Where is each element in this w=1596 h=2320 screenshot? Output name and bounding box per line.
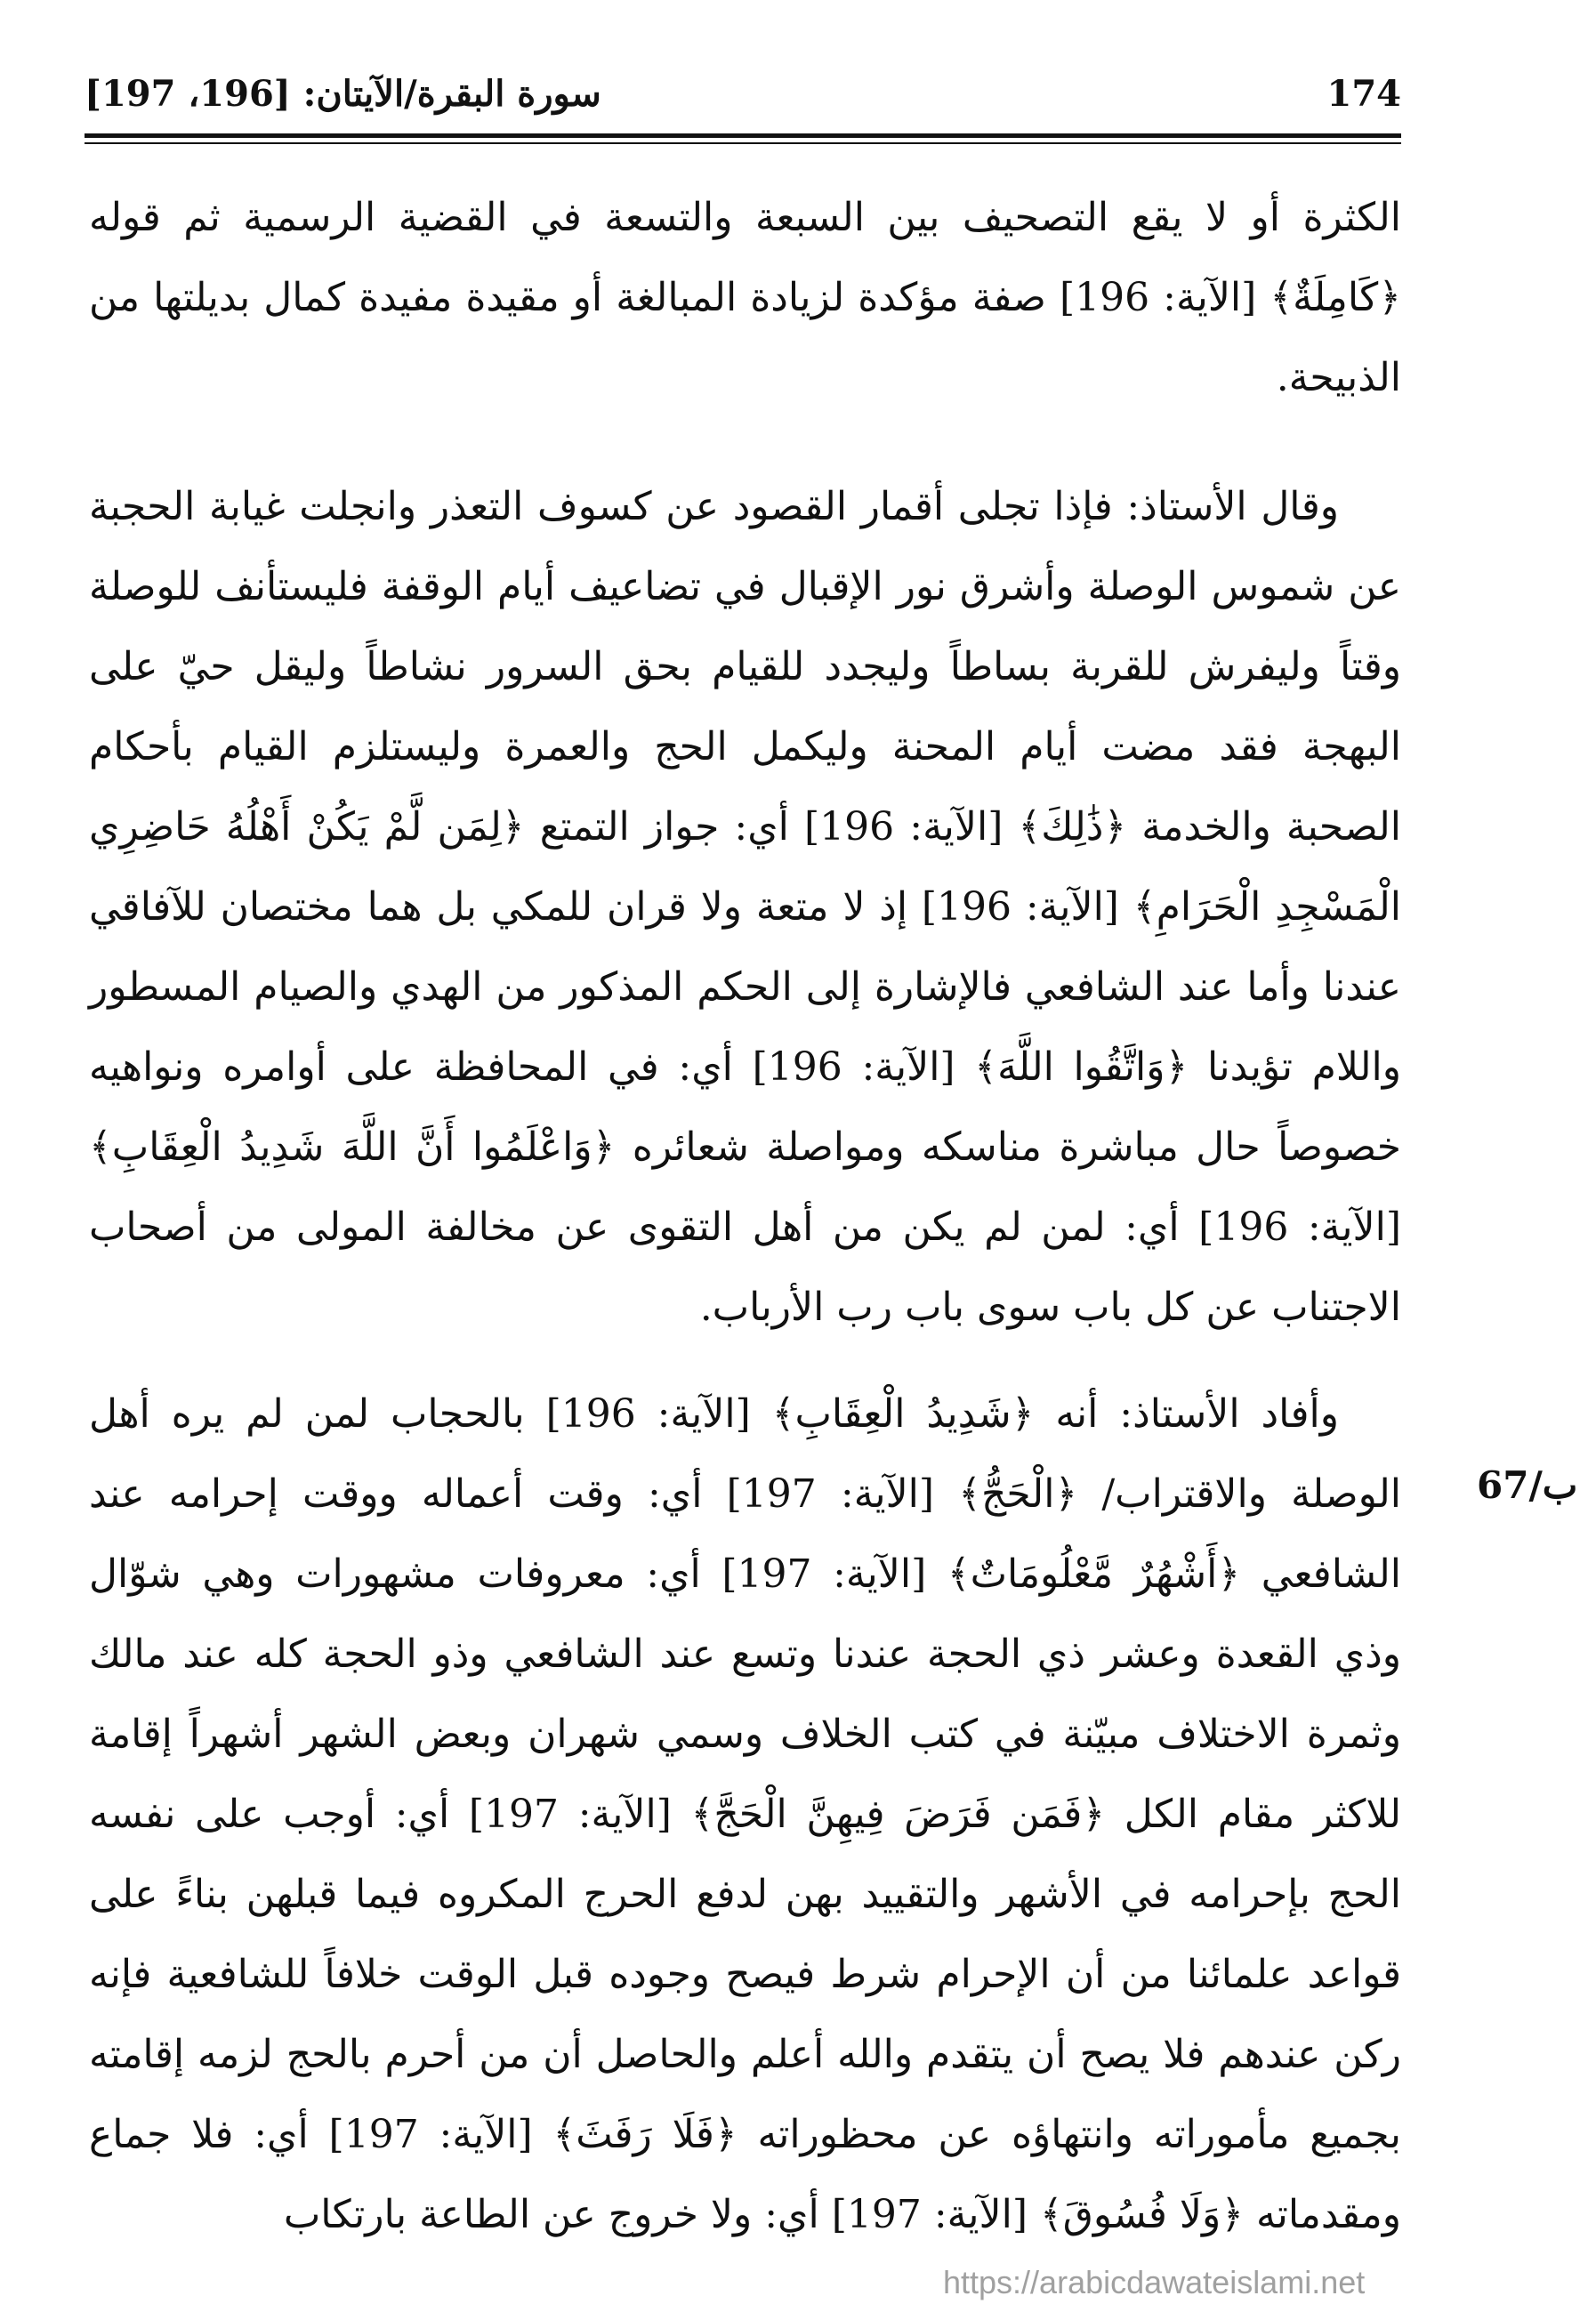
paragraph-gap — [89, 1348, 1401, 1374]
paragraph-2: وقال الأستاذ: فإذا تجلى أقمار القصود عن كسوف التعذر وانجلت غيابة الحجبة عن شموس الوصلة وأشرق نور الإقبال في تضاعيف أيام الوقفة فليستأنف للوصلة وقتاً وليفرش للقربة بساطاً وليجدد للقيام بحق السرور نشاطاً وليقل حيّ على البهجة فقد مضت أيام المحنة وليكمل الحج والعمرة وليستلزم القيام بأحكام الصحبة والخدمة ﴿ذَٰلِكَ﴾ [الآية: 196] أي: جواز التمتع ﴿لِمَن لَّمْ يَكُنْ أَهْلُهُ حَاضِرِي الْمَسْجِدِ الْحَرَامِ﴾ [الآية: 196] إذ لا متعة ولا قران للمكي بل هما مختصان للآفاقي عندنا وأما عند الشافعي فالإشارة إلى الحكم المذكور من الهدي والصيام المسطور واللام تؤيدنا ﴿وَاتَّقُوا اللَّهَ﴾ [الآية: 196] أي: في المحافظة على أوامره ونواهيه خصوصاً حال مباشرة مناسكه ومواصلة شعائره ﴿وَاعْلَمُوا أَنَّ اللَّهَ شَدِيدُ الْعِقَابِ﴾ [الآية: 196] أي: لمن لم يكن من أهل التقوى عن مخالفة المولى من أصحاب الاجتناب عن كل باب سوى باب رب الأرباب. — [89, 484, 1402, 1330]
running-title: سورة البقرة/الآيتان: [196، 197] — [85, 73, 601, 115]
manuscript-folio-marker: 67/ب — [1477, 1463, 1578, 1507]
watermark-url: https://arabicdawateislami.net — [943, 2264, 1366, 2300]
running-header — [85, 62, 1401, 133]
paragraph-3: وأفاد الأستاذ: أنه ﴿شَدِيدُ الْعِقَابِ﴾ [الآية: 196] بالحجاب لمن لم يره أهل الوصلة والاقتراب/ ﴿الْحَجُّ﴾ [الآية: 197] أي: وقت أعماله ووقت إحرامه عند الشافعي ﴿أَشْهُرٌ مَّعْلُومَاتٌ﴾ [الآية: 197] أي: معروفات مشهورات وهي شوّال وذي القعدة وعشر ذي الحجة عندنا وتسع عند الشافعي وذو الحجة كله عند مالك وثمرة الاختلاف مبيّنة في كتب الخلاف وسمي شهران وبعض الشهر أشهراً إقامة للاكثر مقام الكل ﴿فَمَن فَرَضَ فِيهِنَّ الْحَجَّ﴾ [الآية: 197] أي: أوجب على نفسه الحج بإحرامه في الأشهر والتقييد بهن لدفع الحرج المكروه فيما قبلهن بناءً على قواعد علمائنا من أن الإحرام شرط فيصح وجوده قبل الوقت خلافاً للشافعية فإنه ركن عندهم فلا يصح أن يتقدم والله أعلم والحاصل أن من أحرم بالحج لزمه إقامته بجميع مأموراته وانتهاؤه عن محظوراته ﴿فَلَا رَفَثَ﴾ [الآية: 197] أي: فلا جماع ومقدماته ﴿وَلَا فُسُوقَ﴾ [الآية: 197] أي: ولا خروج عن الطاعة بارتكاب — [89, 1391, 1401, 2237]
paragraph-gap — [89, 418, 1401, 467]
body-text — [89, 178, 1401, 2255]
paragraph-1: الكثرة أو لا يقع التصحيف بين السبعة والتسعة في القضية الرسمية ثم قوله ﴿كَامِلَةٌ﴾ [الآية: 196] صفة مؤكدة لزيادة المبالغة أو مقيدة مفيدة كمال بديلتها من الذبيحة. — [89, 195, 1401, 400]
page-number: 174 — [1326, 73, 1401, 115]
header-rule-thin — [85, 142, 1401, 144]
header-rule — [85, 133, 1401, 138]
